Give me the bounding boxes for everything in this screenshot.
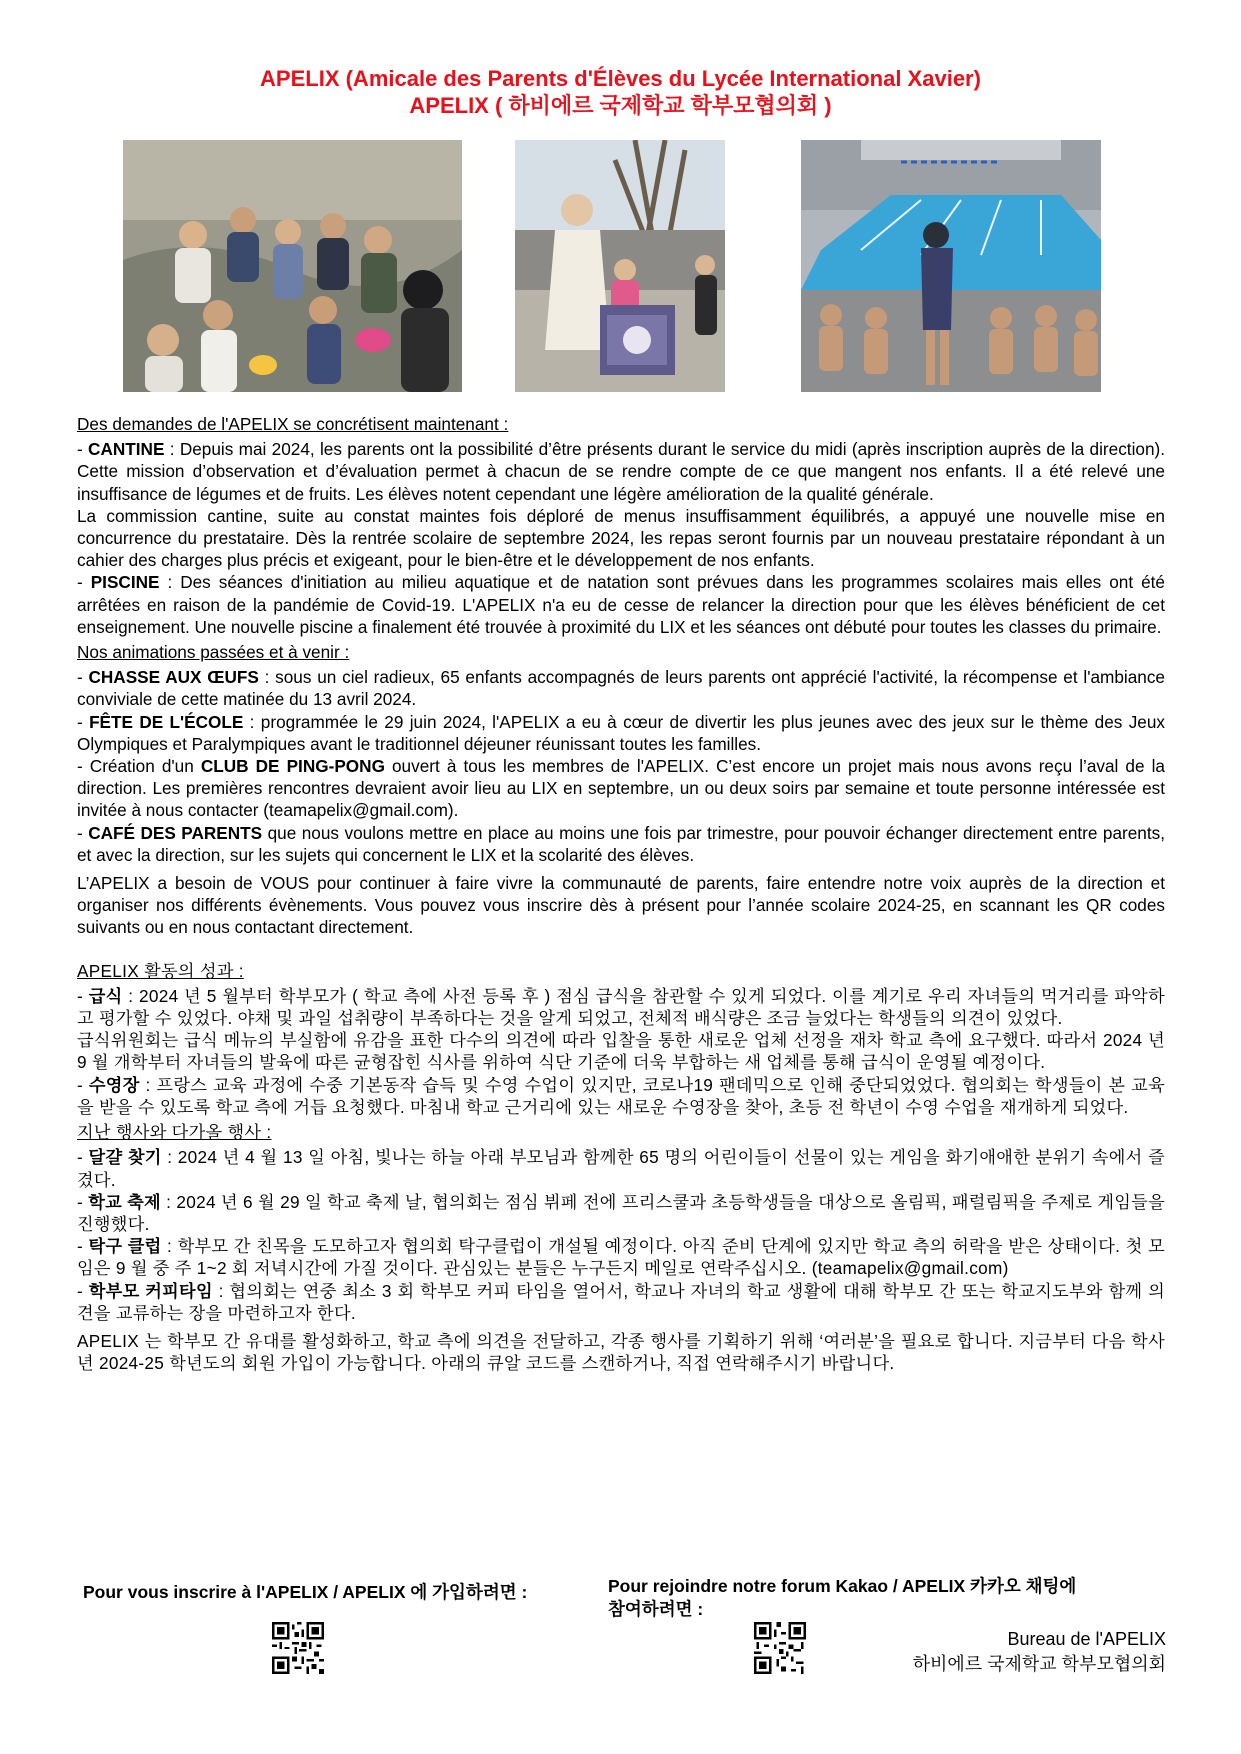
label-fete: FÊTE DE L'ÉCOLE bbox=[89, 711, 244, 732]
label-club: CLUB DE PING-PONG bbox=[200, 756, 385, 777]
paragraph-closing-fr: L’APELIX a besoin de VOUS pour continuer à faire vivre la communauté de parents, faire entendre notre voix auprès de la direction et organiser nos différents évènements. Vous pouvez vous inscrire dès à présent pour l’année scolaire 2024-25, en scannant les QR codes suivants ou en nous contactant directement. bbox=[77, 873, 1165, 938]
label-piscine: PISCINE bbox=[90, 572, 160, 593]
paragraph-ko-coffee: - 학부모 커피타임 : 협의회는 연중 최소 3 회 학부모 커피 타임을 열어서, 학교나 자녀의 학교 생활에 대해 학부모 간 또는 학교지도부와 함께 의견을 교류하는 장을 마련하고자 한다. bbox=[77, 1280, 1165, 1323]
paragraph-closing-ko: APELIX 는 학부모 간 유대를 활성화하고, 학교 측에 의견을 전달하고, 각종 행사를 기획하기 위해 ‘여러분’을 필요로 합니다. 지금부터 다음 학사년 2024-25 학년도의 회원 가입이 가능합니다. 아래의 큐알 코드를 스캔하거나, 직접 연락해주시기 바랍니다. bbox=[77, 1330, 1165, 1374]
signature-french: Bureau de l'APELIX bbox=[1007, 1629, 1166, 1649]
paragraph-ko-meal: - 급식 : 2024 년 5 월부터 학부모가 ( 학교 측에 사전 등록 후 ) 점심 급식을 참관할 수 있게 되었다. 이를 계기로 우리 자녀들의 먹거리를 파악하고 평가할 수 있었다. 야채 및 과일 섭취량이 부족하다는 것을 알게 되었고, 전체적 배식량은 조금 늘었다는 학생들의 의견이 있었다. bbox=[77, 985, 1165, 1029]
kakao-label: Pour rejoindre notre forum Kakao / APELIX 카카오 채팅에 참여하려면 : bbox=[608, 1576, 1077, 1619]
label-cantine: CANTINE bbox=[88, 439, 165, 460]
paragraph-ko-fest: - 학교 축제 : 2024 년 6 월 29 일 학교 축제 날, 협의회는 점심 뷔페 전에 프리스쿨과 초등학생들을 대상으로 올림픽, 패럴림픽을 주제로 게임들을 진행했다. bbox=[77, 1191, 1165, 1234]
paragraph-cafe: - CAFÉ DES PARENTS que nous voulons mettre en place au moins une fois par trimestre, pour pouvoir échanger directement entre parents, et avec la direction, sur les sujets qui concernent le LIX et la scolarité des élèves. bbox=[77, 822, 1166, 865]
label-ko-pingpong: 탁구 클럽 bbox=[88, 1236, 162, 1257]
school-fete-photo bbox=[515, 140, 725, 392]
title-korean: APELIX ( 하비에르 국제학교 학부모협의회 ) bbox=[409, 93, 832, 118]
paragraph-club: - Création d'un CLUB DE PING-PONG ouvert à tous les membres de l'APELIX. C’est encore un projet mais nous avons reçu l’aval de la direction. Les premières rencontres devraient avoir lieu au LIX en septembre, un ou deux soirs par semaine et toute personne intéressée est invitée à nous contacter (teamapelix@gmail.com). bbox=[77, 756, 1165, 821]
heading-demandes: Des demandes de l'APELIX se concrétisent maintenant : bbox=[77, 414, 509, 434]
main-text bbox=[77, 410, 1165, 1374]
signature-korean: 하비에르 국제학교 학부모협의회 bbox=[912, 1654, 1166, 1674]
paragraph-chasse: - CHASSE AUX ŒUFS : sous un ciel radieux, 65 enfants accompagnés de leurs parents ont apprécié l'activité, la récompense et l'ambiance conviviale de cette matinée du 13 avril 2024. bbox=[77, 667, 1165, 710]
label-ko-meal: 급식 bbox=[88, 985, 123, 1006]
label-cafe: CAFÉ DES PARENTS bbox=[88, 822, 263, 843]
heading-ko-events: 지난 행사와 다가올 행사 : bbox=[77, 1122, 272, 1143]
paragraph-cantine: - CANTINE : Depuis mai 2024, les parents ont la possibilité d’être présents durant le service du midi (après inscription auprès de la direction). Cette mission d’observation et d’évaluation permet à chacun de se rendre compte de ce que mangent nos enfants. Il a été relevé une insuffisance de légumes et de fruits. Les élèves notent cependant une légère amélioration de la qualité générale. bbox=[77, 439, 1165, 504]
register-label: Pour vous inscrire à l'APELIX / APELIX 에 가입하려면 : bbox=[83, 1582, 528, 1602]
paragraph-ko-swim: - 수영장 : 프랑스 교육 과정에 수중 기본동작 습득 및 수영 수업이 있지만, 코로나19 팬데믹으로 인해 중단되었었다. 협의회는 학생들이 본 교육을 받을 수 있도록 학교 측에 거듭 요청했다. 마침내 학교 근거리에 있는 새로운 수영장을 찾아, 초등 전 학년이 수영 수업을 재개하게 되었다. bbox=[77, 1074, 1165, 1117]
paragraph-cantine-2: La commission cantine, suite au constat maintes fois déploré de menus insuffisamment équilibrés, a appuyé une nouvelle mise en concurrence du prestataire. Dès la rentrée scolaire de septembre 2024, les repas seront fournis par un nouveau prestataire répondant à un cahier des charges plus précis et exigeant, pour le bien-être et le développement de nos enfants. bbox=[77, 505, 1165, 571]
easter-egg-hunt-photo bbox=[123, 140, 462, 392]
label-ko-egg: 달걀 찾기 bbox=[88, 1147, 162, 1168]
paragraph-ko-egg: - 달걀 찾기 : 2024 년 4 월 13 일 아침, 빛나는 하늘 아래 부모님과 함께한 65 명의 어린이들이 선물이 있는 게임을 화기애애한 분위기 속에서 즐겼다. bbox=[77, 1147, 1165, 1190]
title-french: APELIX (Amicale des Parents d'Élèves du Lycée International Xavier) bbox=[260, 66, 981, 91]
label-ko-coffee: 학부모 커피타임 bbox=[88, 1280, 213, 1301]
paragraph-ko-pingpong: - 탁구 클럽 : 학부모 간 친목을 도모하고자 협의회 탁구클럽이 개설될 예정이다. 아직 준비 단계에 있지만 학교 측의 허락을 받은 상태이다. 첫 모임은 9 월 중 주 1~2 회 저녁시간에 가질 것이다. 관심있는 분들은 누구든지 메일로 연락주십시오. (teamapelix@gmail.com) bbox=[77, 1236, 1165, 1279]
heading-animations: Nos animations passées et à venir : bbox=[77, 642, 350, 663]
paragraph-fete: - FÊTE DE L'ÉCOLE : programmée le 29 juin 2024, l'APELIX a eu à cœur de divertir les plus jeunes avec des jeux sur le thème des Jeux Olympiques et Paralympiques avant le traditionnel déjeuner réunissant toutes les familles. bbox=[77, 711, 1165, 754]
label-chasse: CHASSE AUX ŒUFS bbox=[88, 667, 259, 688]
register-qr-code[interactable] bbox=[272, 1622, 324, 1674]
label-ko-swim: 수영장 bbox=[88, 1074, 140, 1095]
kakao-qr-code[interactable] bbox=[754, 1622, 806, 1674]
swimming-pool-photo bbox=[801, 140, 1101, 392]
signature bbox=[913, 1627, 1166, 1677]
heading-ko-results: APELIX 활동의 성과 : bbox=[77, 960, 244, 981]
paragraph-ko-meal-2: 급식위원회는 급식 메뉴의 부실함에 유감을 표한 다수의 의견에 따라 입찰을 통한 새로운 업체 선정을 재차 학교 측에 요구했다. 따라서 2024 년 9 월 개학부터 자녀들의 발육에 따른 균형잡힌 식사를 위하여 식단 기준에 더욱 부합하는 새 업체를 통해 급식이 운영될 예정이다. bbox=[77, 1030, 1165, 1073]
label-ko-fest: 학교 축제 bbox=[88, 1191, 161, 1212]
paragraph-piscine: - PISCINE : Des séances d'initiation au milieu aquatique et de natation sont prévues dans les programmes scolaires mais elles ont été arrêtées en raison de la pandémie de Covid-19. L'APELIX n'a eu de cesse de relancer la direction pour que les élèves bénéficient de cet enseignement. Une nouvelle piscine a finalement été trouvée à proximité du LIX et les séances ont débuté pour toutes les classes du primaire. bbox=[77, 572, 1165, 637]
